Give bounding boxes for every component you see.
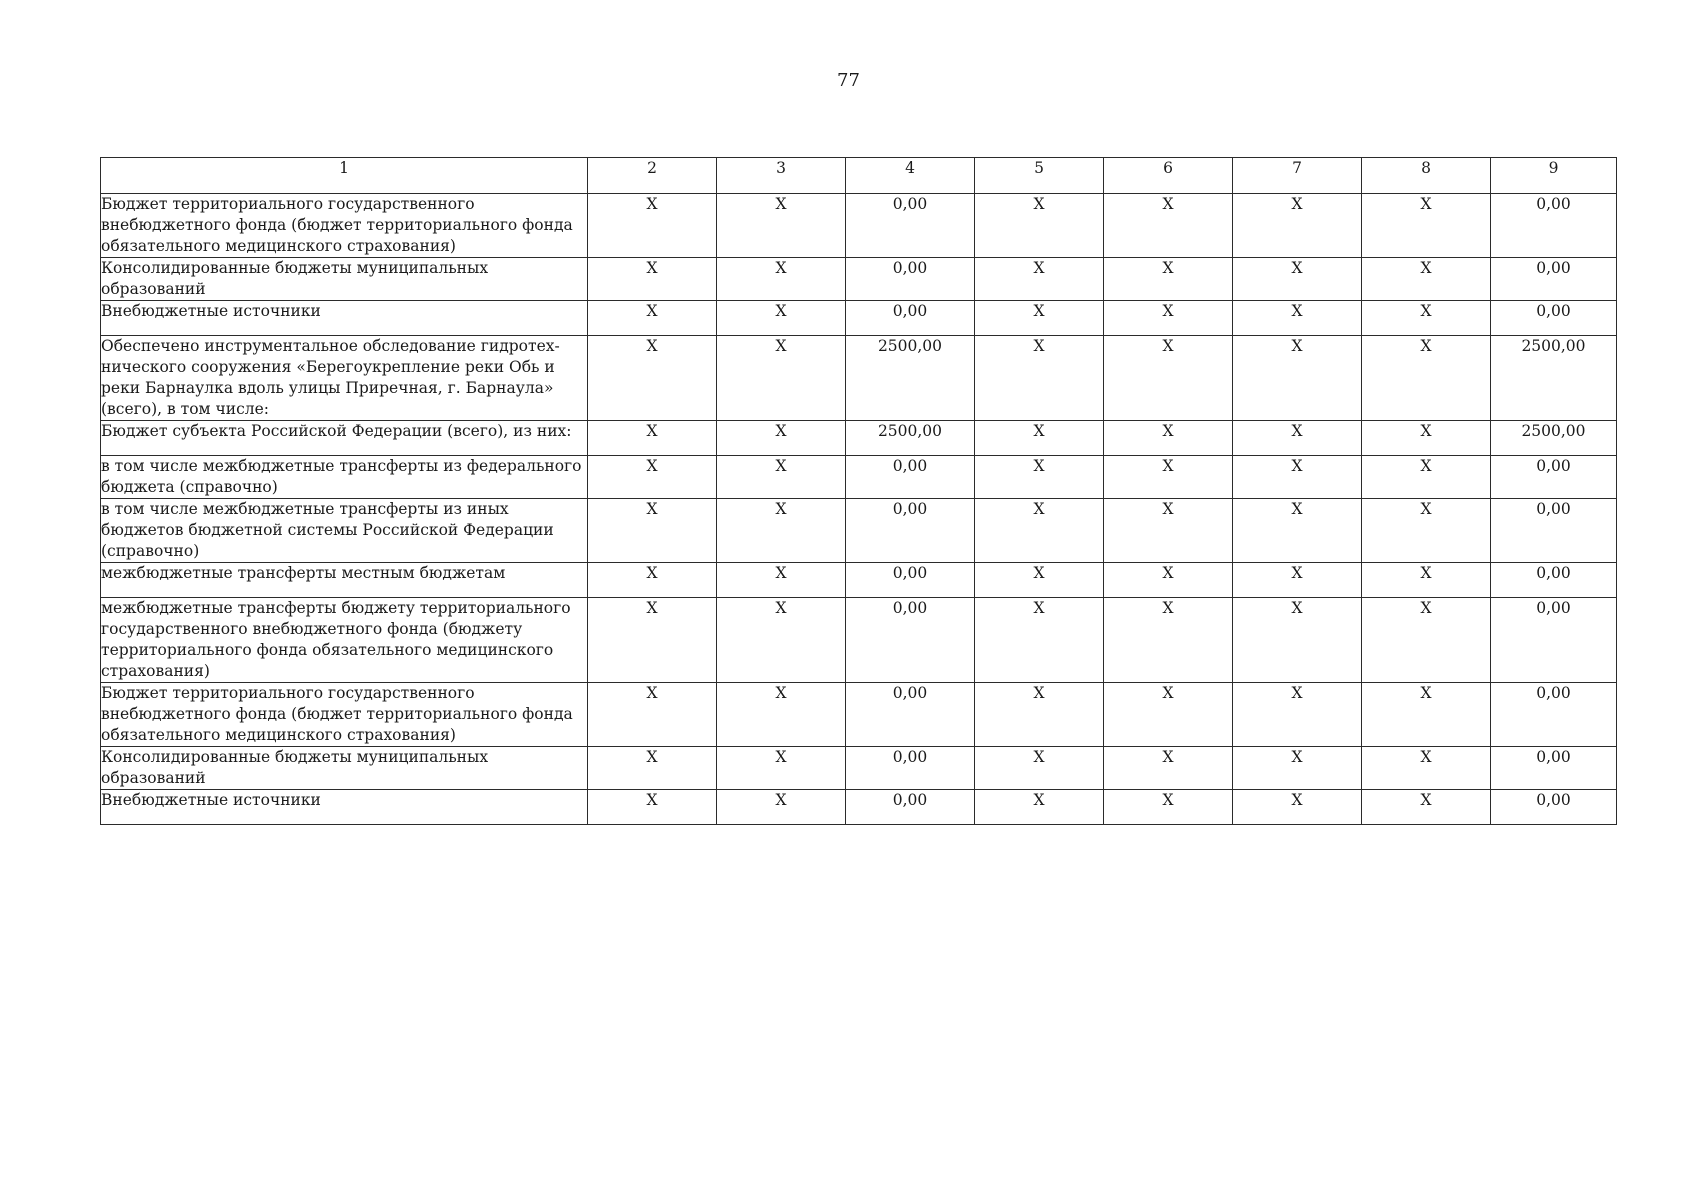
cell: X [975,598,1104,683]
cell: X [588,258,717,301]
row-name-cell: в том числе межбюджетные трансферты из иных бюджетов бюджетной системы Российской Федерации (справочно) [101,499,588,563]
cell: 2500,00 [1491,336,1617,421]
column-header: 1 [101,158,588,194]
cell: 0,00 [1491,790,1617,825]
column-header: 9 [1491,158,1617,194]
cell: X [717,258,846,301]
cell: X [975,301,1104,336]
cell: X [1104,301,1233,336]
cell: 0,00 [1491,456,1617,499]
cell: X [975,421,1104,456]
cell: X [975,563,1104,598]
page-number: 77 [837,70,860,91]
cell: 0,00 [846,563,975,598]
cell: 2500,00 [1491,421,1617,456]
cell: X [975,194,1104,258]
table-row [101,747,1617,790]
cell: X [975,258,1104,301]
cell: 0,00 [846,790,975,825]
table-row [101,336,1617,421]
cell: X [588,683,717,747]
cell: 0,00 [1491,747,1617,790]
cell: X [1104,790,1233,825]
cell: X [717,563,846,598]
cell: X [588,598,717,683]
cell: 2500,00 [846,421,975,456]
cell: 0,00 [1491,683,1617,747]
cell: 0,00 [1491,598,1617,683]
cell: X [1362,456,1491,499]
cell: X [975,747,1104,790]
cell: X [1362,421,1491,456]
cell: X [1233,747,1362,790]
table-row [101,790,1617,825]
row-name-cell: Обеспечено инструментальное обследование гидротех-нического сооружения «Берегоукрепление реки Обь и реки Барнаулка вдоль улицы Приречная, г. Барнаула» (всего), в том числе: [101,336,588,421]
cell: X [588,301,717,336]
column-header: 7 [1233,158,1362,194]
cell: X [1104,747,1233,790]
table-row [101,301,1617,336]
cell: 0,00 [1491,258,1617,301]
cell: X [1362,598,1491,683]
cell: X [1104,563,1233,598]
budget-table [100,157,1617,825]
cell: X [975,456,1104,499]
cell: X [1233,563,1362,598]
cell: 0,00 [1491,563,1617,598]
cell: X [1233,194,1362,258]
column-header: 3 [717,158,846,194]
column-header: 6 [1104,158,1233,194]
cell: 0,00 [846,683,975,747]
row-name-cell: Бюджет территориального государственного внебюджетного фонда (бюджет территориального фонда обязательного медицинского страхования) [101,194,588,258]
cell: X [717,499,846,563]
row-name-cell: Консолидированные бюджеты муниципальных образований [101,258,588,301]
cell: 0,00 [846,747,975,790]
cell: X [1104,499,1233,563]
cell: X [975,683,1104,747]
cell: X [588,790,717,825]
cell: 0,00 [846,194,975,258]
header-row [101,158,1617,194]
cell: X [717,194,846,258]
column-header: 8 [1362,158,1491,194]
cell: X [975,499,1104,563]
cell: 0,00 [846,499,975,563]
cell: X [588,194,717,258]
cell: 0,00 [846,456,975,499]
table-row [101,194,1617,258]
table-row [101,563,1617,598]
cell: 0,00 [1491,499,1617,563]
cell: 0,00 [1491,301,1617,336]
cell: X [1362,747,1491,790]
cell: 0,00 [1491,194,1617,258]
cell: X [1233,421,1362,456]
row-name-cell: Внебюджетные источники [101,790,588,825]
row-name-cell: в том числе межбюджетные трансферты из федерального бюджета (справочно) [101,456,588,499]
cell: X [975,336,1104,421]
cell: 0,00 [846,598,975,683]
row-name-cell: Бюджет субъекта Российской Федерации (всего), из них: [101,421,588,456]
cell: X [1233,456,1362,499]
cell: X [717,790,846,825]
cell: X [1362,499,1491,563]
row-name-cell: Бюджет территориального государственного внебюджетного фонда (бюджет территориального фонда обязательного медицинского страхования) [101,683,588,747]
cell: X [1233,258,1362,301]
cell: X [1233,683,1362,747]
cell: X [1362,258,1491,301]
cell: X [1104,598,1233,683]
cell: X [1104,421,1233,456]
cell: X [588,747,717,790]
column-header: 5 [975,158,1104,194]
cell: X [1362,790,1491,825]
cell: X [717,598,846,683]
cell: X [1233,301,1362,336]
cell: X [1233,598,1362,683]
cell: X [1233,336,1362,421]
row-name-cell: межбюджетные трансферты местным бюджетам [101,563,588,598]
cell: 0,00 [846,301,975,336]
table-row [101,456,1617,499]
table-row [101,683,1617,747]
row-name-cell: Консолидированные бюджеты муниципальных образований [101,747,588,790]
column-header: 2 [588,158,717,194]
cell: X [588,563,717,598]
cell: 0,00 [846,258,975,301]
cell: X [1233,499,1362,563]
cell: X [717,421,846,456]
cell: X [1362,336,1491,421]
cell: X [1362,563,1491,598]
cell: X [1362,683,1491,747]
cell: X [1104,258,1233,301]
cell: X [717,747,846,790]
cell: X [588,421,717,456]
table-row [101,258,1617,301]
table-row [101,421,1617,456]
row-name-cell: межбюджетные трансферты бюджету территориального государственного внебюджетного фонда (бюджету территориального фонда обязательного медицинского страхования) [101,598,588,683]
cell: X [717,336,846,421]
cell: X [717,683,846,747]
cell: X [588,499,717,563]
cell: X [1104,336,1233,421]
cell: X [975,790,1104,825]
table-row [101,499,1617,563]
cell: X [1362,194,1491,258]
cell: X [588,456,717,499]
cell: X [1104,683,1233,747]
column-header: 4 [846,158,975,194]
cell: X [1362,301,1491,336]
cell: X [1104,456,1233,499]
cell: 2500,00 [846,336,975,421]
cell: X [588,336,717,421]
cell: X [717,456,846,499]
table-row [101,598,1617,683]
cell: X [717,301,846,336]
cell: X [1104,194,1233,258]
row-name-cell: Внебюджетные источники [101,301,588,336]
cell: X [1233,790,1362,825]
